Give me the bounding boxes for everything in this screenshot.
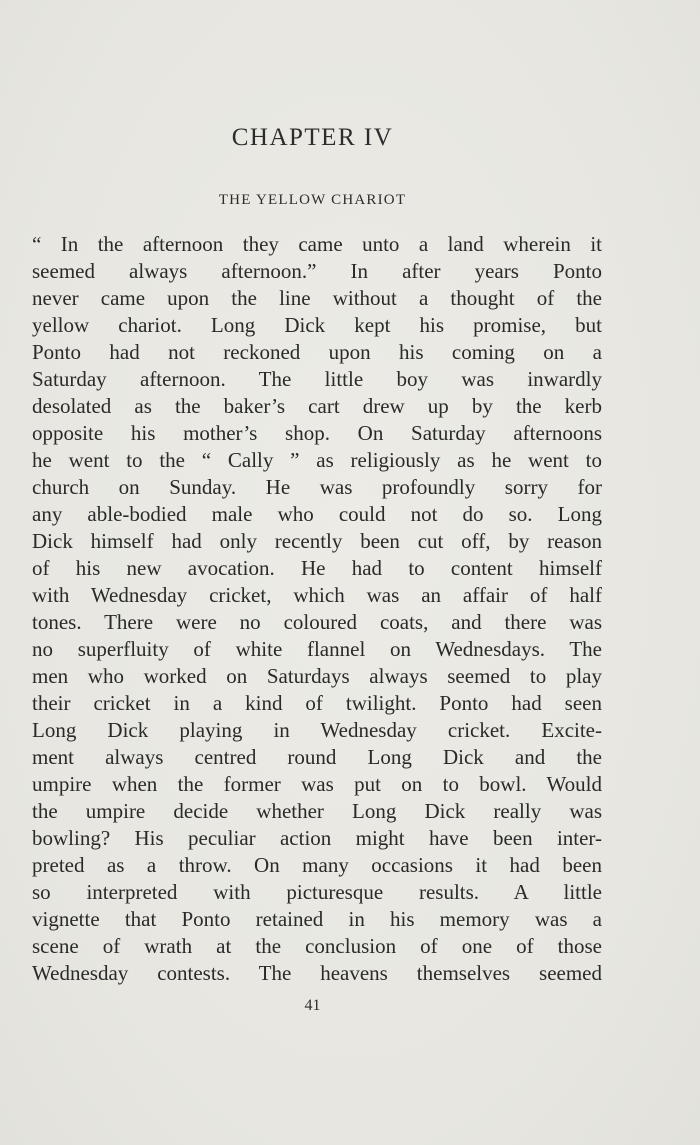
text-line: so interpreted with picturesque results. A little	[32, 880, 602, 904]
text-line: yellow chariot. Long Dick kept his promise, but	[32, 313, 602, 337]
text-line: any able-bodied male who could not do so. Long	[32, 502, 602, 526]
text-line: no superfluity of white flannel on Wednesdays. The	[32, 637, 602, 661]
text-line: Saturday afternoon. The little boy was inwardly	[32, 367, 602, 391]
text-line: scene of wrath at the conclusion of one of those	[32, 934, 602, 958]
text-line: “ In the afternoon they came unto a land wherein it	[32, 232, 602, 256]
text-line: Dick himself had only recently been cut off, by reason	[32, 529, 602, 553]
chapter-title: CHAPTER IV	[231, 124, 394, 151]
text-line: preted as a throw. On many occasions it had been	[32, 853, 602, 877]
text-line: bowling? His peculiar action might have been inter-	[32, 826, 602, 850]
body-text	[32, 231, 602, 987]
text-line: with Wednesday cricket, which was an affair of half	[32, 583, 602, 607]
chapter-subtitle: THE YELLOW CHARIOT	[218, 192, 407, 208]
text-line: their cricket in a kind of twilight. Ponto had seen	[32, 691, 602, 715]
text-line: ment always centred round Long Dick and the	[32, 745, 602, 769]
text-line: he went to the “ Cally ” as religiously as he went to	[32, 448, 602, 472]
text-line: never came upon the line without a thought of the	[32, 286, 602, 310]
page-number: 41	[304, 997, 321, 1014]
text-line: Ponto had not reckoned upon his coming on a	[32, 340, 602, 364]
text-line: the umpire decide whether Long Dick really was	[32, 799, 602, 823]
text-line: tones. There were no coloured coats, and there was	[32, 610, 602, 634]
text-line: church on Sunday. He was profoundly sorry for	[32, 475, 602, 499]
text-line: vignette that Ponto retained in his memory was a	[32, 907, 602, 931]
text-line: of his new avocation. He had to content himself	[32, 556, 602, 580]
text-line: opposite his mother’s shop. On Saturday afternoons	[32, 421, 602, 445]
text-line: desolated as the baker’s cart drew up by the kerb	[32, 394, 602, 418]
text-line: men who worked on Saturdays always seemed to play	[32, 664, 602, 688]
text-line: seemed always afternoon.” In after years Ponto	[32, 259, 602, 283]
text-line: Long Dick playing in Wednesday cricket. Excite-	[32, 718, 602, 742]
text-line: umpire when the former was put on to bowl. Would	[32, 772, 602, 796]
text-line: Wednesday contests. The heavens themselves seemed	[32, 961, 602, 985]
